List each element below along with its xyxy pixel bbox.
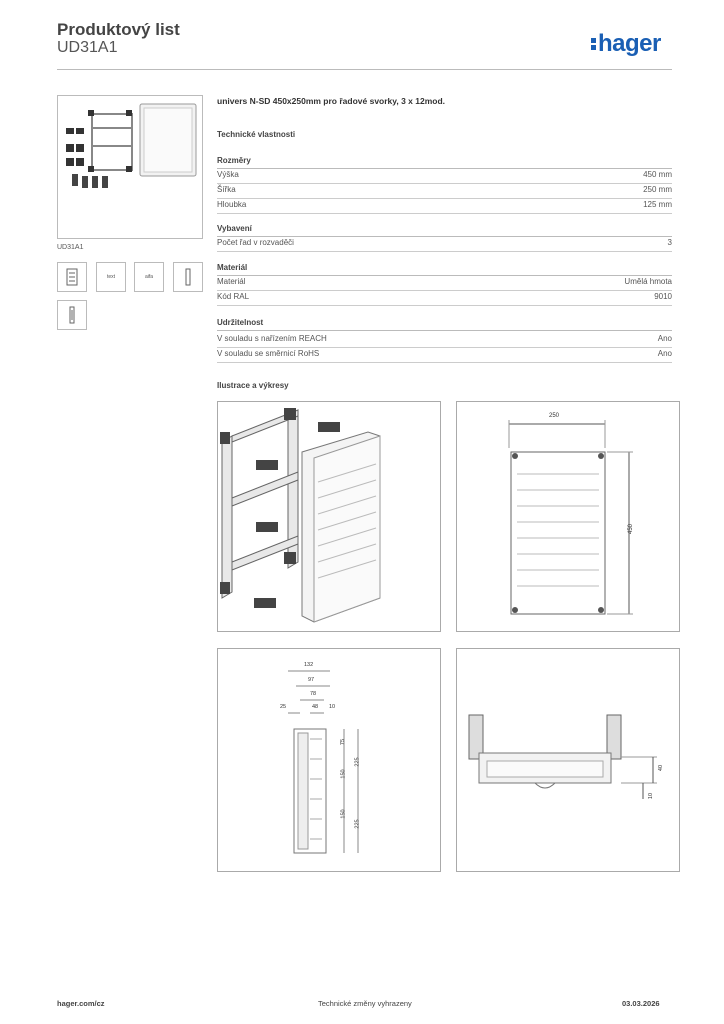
spec-value: Ano <box>657 349 672 358</box>
page-title: Produktový list <box>57 20 180 39</box>
spec-label: Materiál <box>217 277 246 286</box>
footer-date: 03.03.2026 <box>622 999 660 1008</box>
drawing-side-view[interactable] <box>217 648 441 872</box>
product-kit-icon <box>58 96 202 238</box>
spec-row <box>217 184 672 199</box>
spec-row <box>217 199 672 214</box>
dim-height: 450 <box>628 523 635 535</box>
drawing-bottom-view[interactable] <box>456 648 680 872</box>
spec-row <box>217 348 672 363</box>
spec-label: Kód RAL <box>217 292 250 301</box>
group-title-material: Materiál <box>217 263 248 272</box>
illustrations-heading: Ilustrace a výkresy <box>217 381 289 390</box>
product-description: univers N-SD 450x250mm pro řadové svorky, 3 x 12mod. <box>217 96 446 106</box>
document-icon <box>66 268 78 286</box>
spec-row <box>217 276 672 291</box>
spec-value: 9010 <box>654 292 672 301</box>
dim-97: 97 <box>308 677 315 683</box>
dim-150-b: 150 <box>340 809 347 819</box>
spec-value: 125 mm <box>643 200 672 209</box>
group-title-sustainability: Udržitelnost <box>217 318 264 327</box>
dim-width: 250 <box>549 413 560 419</box>
side-view-drawing <box>218 649 440 871</box>
thumbnail-side[interactable] <box>173 262 203 292</box>
footer-website[interactable]: hager.com/cz <box>57 999 105 1008</box>
dim-225-a: 225 <box>354 757 361 767</box>
header-divider <box>57 69 672 70</box>
product-image[interactable] <box>57 95 203 239</box>
hager-logo[interactable] <box>591 30 661 58</box>
spec-label: V souladu se směrnicí RoHS <box>217 349 320 358</box>
group-title-equipment: Vybavení <box>217 224 252 233</box>
dim-132: 132 <box>304 662 314 668</box>
dim-225-b: 225 <box>354 819 361 829</box>
side-view-icon <box>184 268 192 286</box>
thumbnail-product[interactable] <box>57 262 87 292</box>
spec-row <box>217 291 672 306</box>
dim-40: 40 <box>658 764 665 772</box>
spec-row <box>217 237 672 252</box>
front-view-drawing <box>457 402 679 631</box>
spec-value: Umělá hmota <box>624 277 672 286</box>
thumbnail-label-2[interactable] <box>134 262 164 292</box>
dim-150-a: 150 <box>340 769 347 779</box>
group-divider <box>217 330 672 331</box>
spec-value: 450 mm <box>643 170 672 179</box>
dim-25: 25 <box>280 704 287 710</box>
thumbnail-label[interactable] <box>96 262 126 292</box>
spec-row <box>217 333 672 348</box>
bottom-view-drawing <box>457 649 679 871</box>
exploded-view-icon <box>218 402 440 631</box>
thumbnail-label-2-text: aifa <box>144 274 154 280</box>
specs-heading: Technické vlastnosti <box>217 130 296 139</box>
dim-75: 75 <box>340 738 347 746</box>
spec-label: Šířka <box>217 185 236 194</box>
spec-label: Hloubka <box>217 200 247 209</box>
logo-text: hager <box>598 30 661 57</box>
image-caption: UD31A1 <box>57 244 84 251</box>
spec-value: 250 mm <box>643 185 672 194</box>
thumbnail-detail[interactable] <box>57 300 87 330</box>
dim-10-bottom: 10 <box>648 792 655 800</box>
spec-value: 3 <box>667 238 672 247</box>
spec-row <box>217 169 672 184</box>
group-title-dimensions: Rozměry <box>217 156 251 165</box>
detail-icon <box>68 306 76 324</box>
drawing-front-view[interactable] <box>456 401 680 632</box>
product-code: UD31A1 <box>57 39 118 56</box>
spec-label: Počet řad v rozvaděči <box>217 238 294 247</box>
dim-78: 78 <box>310 691 317 697</box>
thumbnail-label-text: text <box>106 274 116 280</box>
spec-label: V souladu s nařízením REACH <box>217 334 327 343</box>
dim-48: 48 <box>312 704 319 710</box>
spec-value: Ano <box>657 334 672 343</box>
dim-10: 10 <box>329 704 336 710</box>
footer-notice: Technické změny vyhrazeny <box>318 999 412 1008</box>
drawing-exploded-view[interactable] <box>217 401 441 632</box>
logo-dots-icon <box>591 36 597 52</box>
spec-label: Výška <box>217 170 239 179</box>
